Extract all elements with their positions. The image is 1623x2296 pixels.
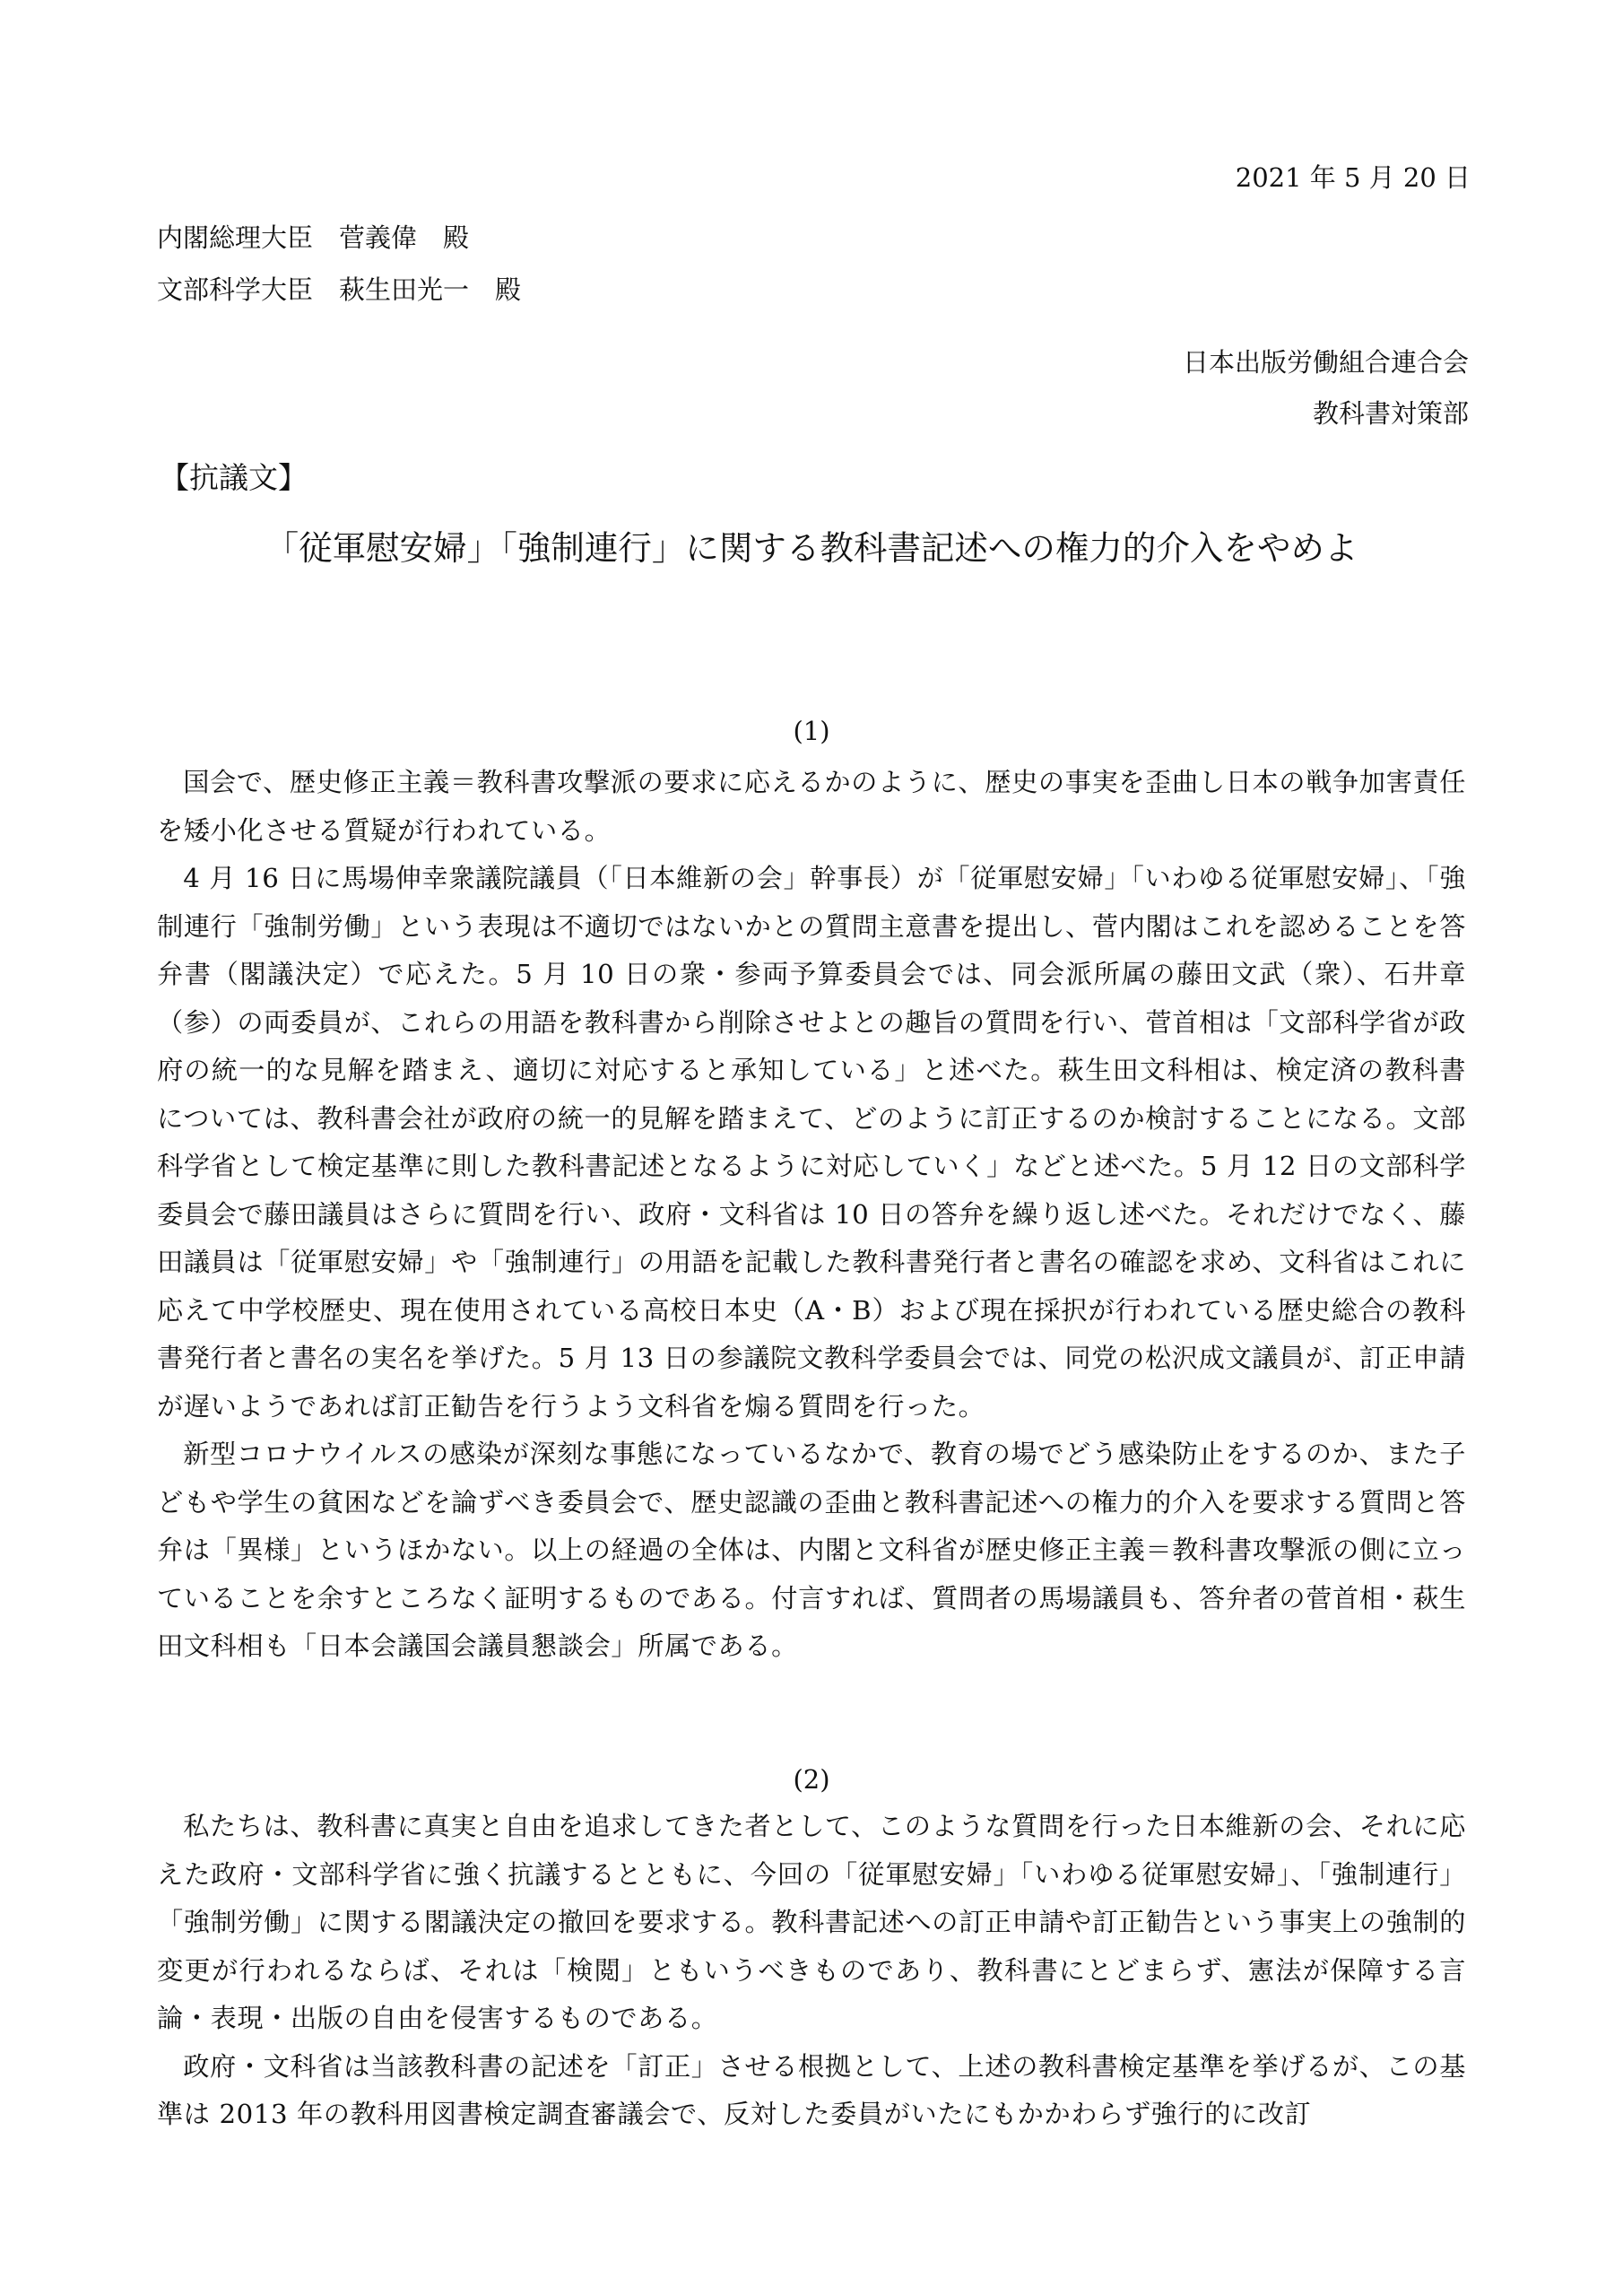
section-2-paragraph-2: 政府・文科省は当該教科書の記述を「訂正」させる根拠として、上述の教科書検定基準を挙げるが、この基準は 2013 年の教科用図書検定調査審議会で、反対した委員がいたにもかかわらず強行的に改訂: [157, 2050, 1466, 2129]
section-2-paragraph-1: 私たちは、教科書に真実と自由を追求してきた者として、このような質問を行った日本維新の会、それに応えた政府・文部科学省に強く抗議するとともに、今回の「従軍慰安婦」「いわゆる従軍慰安婦」、「強制連行」「強制労働」に関する閣議決定の撤回を要求する。教科書記述への訂正申請や訂正勧告という事実上の強制的変更が行われるならば、それは「検閲」ともいうべきものであり、教科書にとどまらず、憲法が保障する言論・表現・出版の自由を侵害するものである。: [157, 1811, 1466, 2033]
section-2-body: [157, 1803, 1466, 2139]
section-1-body: [157, 759, 1466, 1671]
section-2-number: (2): [793, 1764, 830, 1795]
sender-department: 教科書対策部: [1312, 398, 1469, 429]
document-title: 「従軍慰安婦」「強制連行」に関する教科書記述への権力的介入をやめよ: [265, 528, 1358, 568]
recipient-prime-minister: 内閣総理大臣 菅義偉 殿: [157, 222, 470, 253]
sender-block: [1183, 337, 1469, 439]
section-1-number: (1): [793, 716, 830, 746]
recipients-block: [157, 212, 521, 316]
recipient-education-minister: 文部科学大臣 萩生田光一 殿: [157, 274, 522, 305]
sender-organization: 日本出版労働組合連合会: [1182, 347, 1469, 378]
section-1-paragraph-2: 4 月 16 日に馬場伸幸衆議院議員（「日本維新の会」幹事長）が「従軍慰安婦」「いわゆる従軍慰安婦」、「強制連行「強制労働」という表現は不適切ではないかとの質問主意書を提出し、菅内閣はこれを認めることを答弁書（閣議決定）で応えた。5 月 10 日の衆・参両予算委員会では、同会派所属の藤田文武（衆）、石井章（参）の両委員が、これらの用語を教科書から削除させよとの趣旨の質問を行い、菅首相は「文部科学省が政府の統一的な見解を踏まえ、適切に対応すると承知している」と述べた。萩生田文科相は、検定済の教科書については、教科書会社が政府の統一的見解を踏まえて、どのように訂正するのか検討することになる。文部科学省として検定基準に則した教科書記述となるように対応していく」などと述べた。5 月 12 日の文部科学委員会で藤田議員はさらに質問を行い、政府・文科省は 10 日の答弁を繰り返し述べた。それだけでなく、藤田議員は「従軍慰安婦」や「強制連行」の用語を記載した教科書発行者と書名の確認を求め、文科省はこれに応えて中学校歴史、現在使用されている高校日本史（A・B）および現在採択が行われている歴史総合の教科書発行者と書名の実名を挙げた。5 月 13 日の参議院文教科学委員会では、同党の松沢成文議員が、訂正申請が遅いようであれば訂正勧告を行うよう文科省を煽る質問を行った。: [157, 863, 1466, 1422]
document-date: 2021 年 5 月 20 日: [1235, 162, 1471, 193]
section-1-paragraph-1: 国会で、歴史修正主義＝教科書攻撃派の要求に応えるかのように、歴史の事実を歪曲し日本の戦争加害責任を矮小化させる質疑が行われている。: [157, 767, 1466, 846]
protest-label: 【抗議文】: [160, 460, 308, 495]
section-1-paragraph-3: 新型コロナウイルスの感染が深刻な事態になっているなかで、教育の場でどう感染防止をするのか、また子どもや学生の貧困などを論ずべき委員会で、歴史認識の歪曲と教科書記述への権力的介入を要求する質問と答弁は「異様」というほかない。以上の経過の全体は、内閣と文科省が歴史修正主義＝教科書攻撃派の側に立っていることを余すところなく証明するものである。付言すれば、質問者の馬場議員も、答弁者の菅首相・萩生田文科相も「日本会議国会議員懇談会」所属である。: [157, 1439, 1466, 1661]
